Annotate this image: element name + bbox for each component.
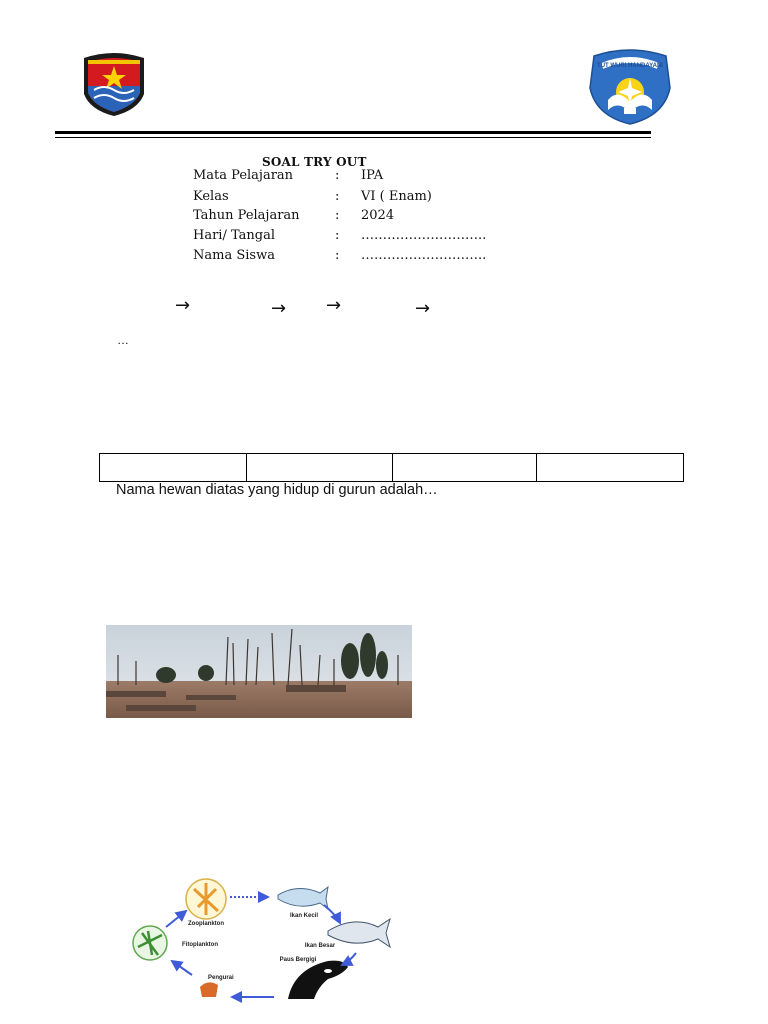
deforestation-photo [106, 625, 412, 718]
info-value: 2024 [361, 208, 395, 223]
food-web-diagram [128, 875, 394, 1005]
info-row-subject [0, 168, 768, 188]
info-value[interactable]: ……………………….. [361, 228, 487, 243]
label-paus: Paus Bergigi [279, 957, 317, 963]
label-zooplankton: Zooplankton [188, 921, 224, 927]
table-cell [393, 454, 537, 481]
info-value: VI ( Enam) [361, 189, 432, 204]
label-ikan-besar: Ikan Besar [304, 943, 336, 949]
chain-arrow: → [175, 295, 191, 316]
info-label: Nama Siswa [193, 248, 275, 263]
info-colon: : [335, 168, 340, 183]
label-pengurai: Pengurai [208, 975, 234, 981]
label-ikan-kecil: Ikan Kecil [289, 913, 319, 919]
info-label: Mata Pelajaran [193, 168, 294, 183]
info-colon: : [335, 248, 340, 263]
info-value[interactable]: ……………………….. [361, 248, 487, 263]
tut-wuri-handayani-logo [584, 48, 676, 126]
info-value: IPA [361, 168, 384, 183]
table-cell [100, 454, 247, 481]
info-label: Hari/ Tangal [193, 228, 275, 243]
chain-arrow: → [326, 295, 342, 316]
animal-table [99, 453, 684, 482]
svg-text:TUT WURI HANDAYANI: TUT WURI HANDAYANI [597, 63, 663, 69]
info-colon: : [335, 208, 340, 223]
info-label: Tahun Pelajaran [193, 208, 300, 223]
regency-logo [78, 50, 150, 118]
info-row-year [0, 208, 768, 228]
label-fitoplankton: Fitoplankton [182, 942, 218, 948]
table-cell [537, 454, 683, 481]
ellipsis: … [117, 333, 129, 347]
info-row-student [0, 248, 768, 268]
info-row-class [0, 189, 768, 209]
header-rule-thick [55, 131, 651, 134]
info-row-date [0, 228, 768, 248]
chain-arrow: → [271, 298, 287, 319]
info-colon: : [335, 228, 340, 243]
info-label: Kelas [193, 189, 229, 204]
table-cell [247, 454, 393, 481]
info-colon: : [335, 189, 340, 204]
page-title: SOAL TRY OUT [262, 155, 367, 169]
chain-arrow: → [415, 298, 431, 319]
question-animals: Nama hewan diatas yang hidup di gurun adalah… [116, 482, 438, 498]
header-rule-thin [55, 137, 651, 138]
